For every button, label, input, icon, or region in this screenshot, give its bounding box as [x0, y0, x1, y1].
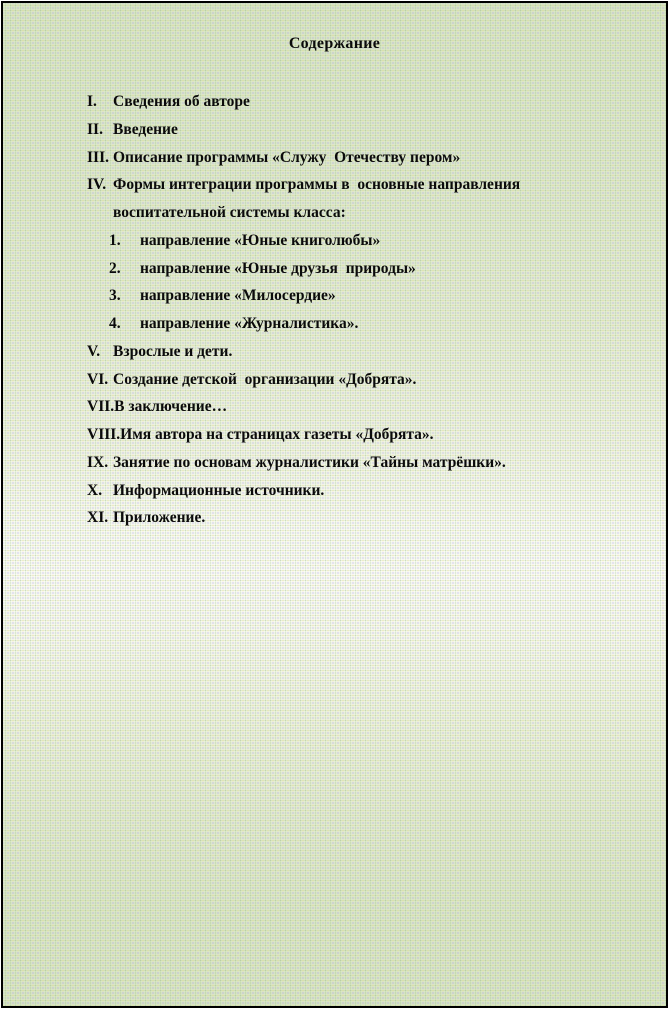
- toc-item-numeral: X.: [87, 481, 103, 499]
- toc-subitem: [3, 227, 666, 255]
- toc-item: [3, 171, 666, 227]
- toc-subitem-text: направление «Журналистика».: [140, 315, 359, 332]
- toc-item-numeral: XI.: [87, 509, 109, 527]
- toc-subitem-number: 4.: [109, 315, 121, 332]
- toc-item: [3, 421, 666, 449]
- toc-item: [3, 338, 666, 366]
- toc-item: [3, 88, 666, 116]
- toc-item-numeral: III.: [87, 148, 109, 166]
- page-title: Содержание: [288, 35, 381, 52]
- toc-item: [3, 144, 666, 172]
- toc-item-text: В заключение…: [114, 398, 228, 416]
- toc-subitem-number: 2.: [109, 259, 121, 277]
- toc-item: [3, 116, 666, 144]
- toc-item-text: Информационные источники.: [113, 481, 325, 499]
- toc-item-numeral: VIII.: [87, 426, 121, 443]
- toc-item-text: Занятие по основам журналистики «Тайны матрёшки».: [113, 453, 506, 471]
- toc-subitem-number: 1.: [109, 231, 121, 249]
- document-page: [1, 1, 668, 1008]
- toc-item-text: Имя автора на страницах газеты «Добрята».: [120, 426, 434, 443]
- toc-subitem-number: 3.: [109, 287, 121, 305]
- toc-item: [3, 449, 666, 477]
- toc-item-numeral: IV.: [87, 176, 107, 194]
- toc-subitem-text: направление «Юные книголюбы»: [140, 231, 381, 249]
- toc-subitem: [3, 255, 666, 283]
- toc-item: [3, 504, 666, 532]
- toc-subitem-text: направление «Юные друзья природы»: [140, 259, 416, 277]
- toc-item-numeral: II.: [87, 120, 103, 138]
- toc-item-text: Сведения об авторе: [113, 93, 250, 110]
- toc-item-text: Взрослые и дети.: [113, 342, 233, 360]
- toc-item-text: Введение: [113, 120, 178, 138]
- toc-item-text: Формы интеграции программы в основные направления воспитательной системы класса:: [113, 176, 525, 221]
- toc-list: [3, 88, 666, 532]
- toc-item: [3, 477, 666, 505]
- toc-item-numeral: VI.: [87, 370, 109, 388]
- toc-item: [3, 366, 666, 394]
- toc-item-text: Создание детской организации «Добрята».: [113, 370, 417, 388]
- toc-item-numeral: V.: [87, 342, 101, 360]
- toc-item-text: Приложение.: [113, 509, 206, 527]
- toc-subitem: [3, 282, 666, 310]
- toc-item: [3, 393, 666, 421]
- toc-item-numeral: VII.: [87, 398, 115, 416]
- toc-item-numeral: IX.: [87, 453, 109, 471]
- toc-subitem: [3, 310, 666, 338]
- toc-item-text: Описание программы «Служу Отечеству пером»: [113, 148, 461, 166]
- toc-item-numeral: I.: [87, 93, 97, 110]
- toc-subitem-text: направление «Милосердие»: [140, 287, 336, 305]
